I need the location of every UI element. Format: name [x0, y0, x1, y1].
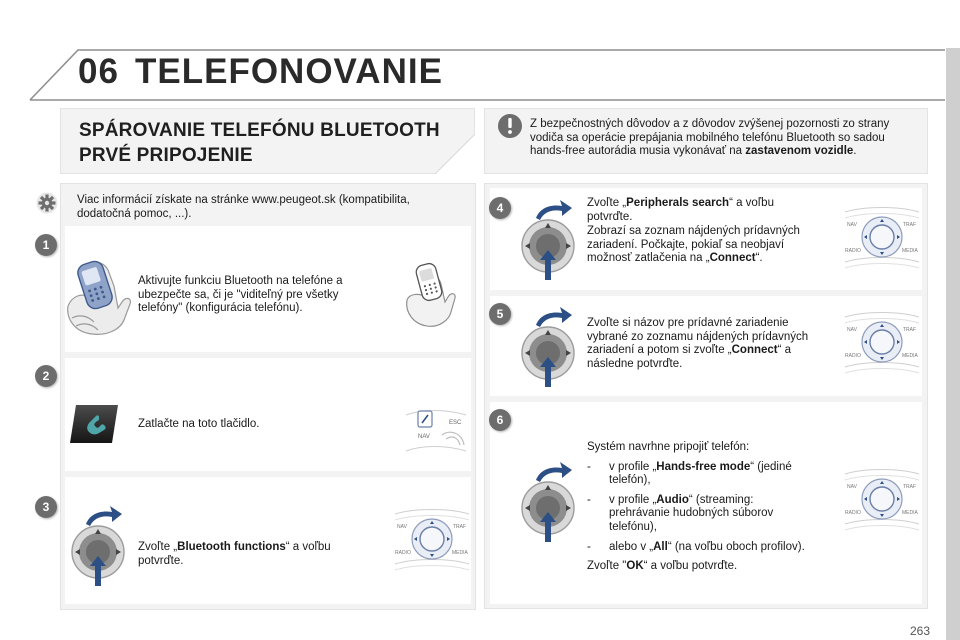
radio-label-3: RADIO	[395, 550, 411, 556]
step3-text: Zvoľte „Bluetooth functions“ a voľbu potvrďte.	[138, 541, 331, 567]
step2-badge: 2	[35, 365, 57, 387]
rotary-knob-icon-4	[512, 196, 584, 284]
media-label-4: MEDIA	[902, 248, 918, 254]
step1-badge: 1	[35, 234, 57, 256]
radio-label-6: RADIO	[845, 510, 861, 516]
step6-badge: 6	[489, 409, 511, 431]
nav-label-4: NAV	[847, 222, 857, 228]
phone-in-hand-icon	[64, 256, 134, 338]
rotary-knob-icon	[62, 502, 134, 590]
media-label-5: MEDIA	[902, 353, 918, 359]
step3-badge: 3	[35, 496, 57, 518]
radio-control-panel-image	[393, 506, 471, 572]
warning-icon	[496, 112, 524, 140]
info-text: Viac informácií získate na stránke www.peugeot.sk (kompatibilita, dodatočná pomoc, ...).	[77, 194, 410, 220]
traf-label-5: TRAF	[903, 327, 917, 333]
radio-control-panel-image-6	[843, 466, 921, 532]
radio-phone-panel-image	[402, 405, 470, 453]
media-label-6: MEDIA	[902, 510, 918, 516]
section-title-line1: SPÁROVANIE TELEFÓNU BLUETOOTH	[79, 120, 440, 141]
traf-label-4: TRAF	[903, 222, 917, 228]
step5-text: Zvoľte si názov pre prídavné zariadenie vybrané zo zoznamu nájdených prídavných zariadení a potom si zvoľte „Connect“ a následne potvrďte.	[587, 317, 809, 370]
section-title-line2: PRVÉ PRIPOJENIE	[79, 145, 253, 166]
phone-call-button-icon	[68, 403, 120, 445]
nav-label: NAV	[418, 434, 430, 440]
chapter-number: 06	[78, 52, 119, 91]
step5-badge: 5	[489, 303, 511, 325]
step4-text-2: Zobrazí sa zoznam nájdených prídavných zariadení. Počkajte, pokiaľ sa neobjaví možnosť zatlačenia na „Connect“.	[587, 225, 800, 265]
phone-in-hand-small-icon	[399, 260, 459, 332]
page-number: 263	[909, 624, 930, 638]
esc-label: ESC	[449, 420, 462, 426]
radio-label-4: RADIO	[845, 248, 861, 254]
step6-option-hands-free: - v profile „Hands-free mode“ (jediné telefón),	[587, 460, 792, 487]
radio-label-5: RADIO	[845, 353, 861, 359]
radio-control-panel-image-4	[843, 204, 921, 270]
nav-label-5: NAV	[847, 327, 857, 333]
rotary-knob-icon-6	[512, 458, 584, 546]
page-edge-strip	[946, 48, 960, 640]
rotary-knob-icon-5	[512, 303, 584, 391]
step2-text: Zatlačte na toto tlačidlo.	[138, 418, 260, 430]
step6-final: Zvoľte "OK“ a voľbu potvrďte.	[587, 560, 738, 573]
traf-label-6: TRAF	[903, 484, 917, 490]
step4-badge: 4	[489, 197, 511, 219]
nav-label-6: NAV	[847, 484, 857, 490]
media-label-3: MEDIA	[452, 550, 468, 556]
step4-text-1: Zvoľte „Peripherals search“ a voľbu potvrďte.	[587, 197, 774, 223]
step6-intro: Systém navrhne pripojiť telefón:	[587, 441, 750, 453]
warning-text: Z bezpečnostných dôvodov a z dôvodov zvýšenej pozornosti zo strany vodiča sa operácie prepájania mobilného telefónu Bluetooth so sadou hands-free autorádia musia vykonávať na zastavenom vozidle.	[530, 118, 890, 158]
settings-gear-icon	[34, 190, 60, 216]
traf-label-3: TRAF	[453, 524, 467, 530]
step6-option-all: - alebo v „All“ (na voľbu oboch profilov).	[587, 540, 805, 553]
panel-corner-cut	[435, 134, 475, 174]
step6-content	[587, 441, 812, 574]
nav-label-3: NAV	[397, 524, 407, 530]
chapter-title: TELEFONOVANIE	[135, 52, 443, 91]
step6-options-list	[587, 461, 812, 555]
step6-option-audio: - v profile „Audio“ (streaming: prehrávanie hudobných súborov telefónu),	[587, 493, 774, 533]
step1-text: Aktivujte funkciu Bluetooth na telefóne a ubezpečte sa, či je "viditeľný pre všetky telefóny" (konfigurácia telefónu).	[138, 275, 343, 315]
radio-control-panel-image-5	[843, 309, 921, 375]
